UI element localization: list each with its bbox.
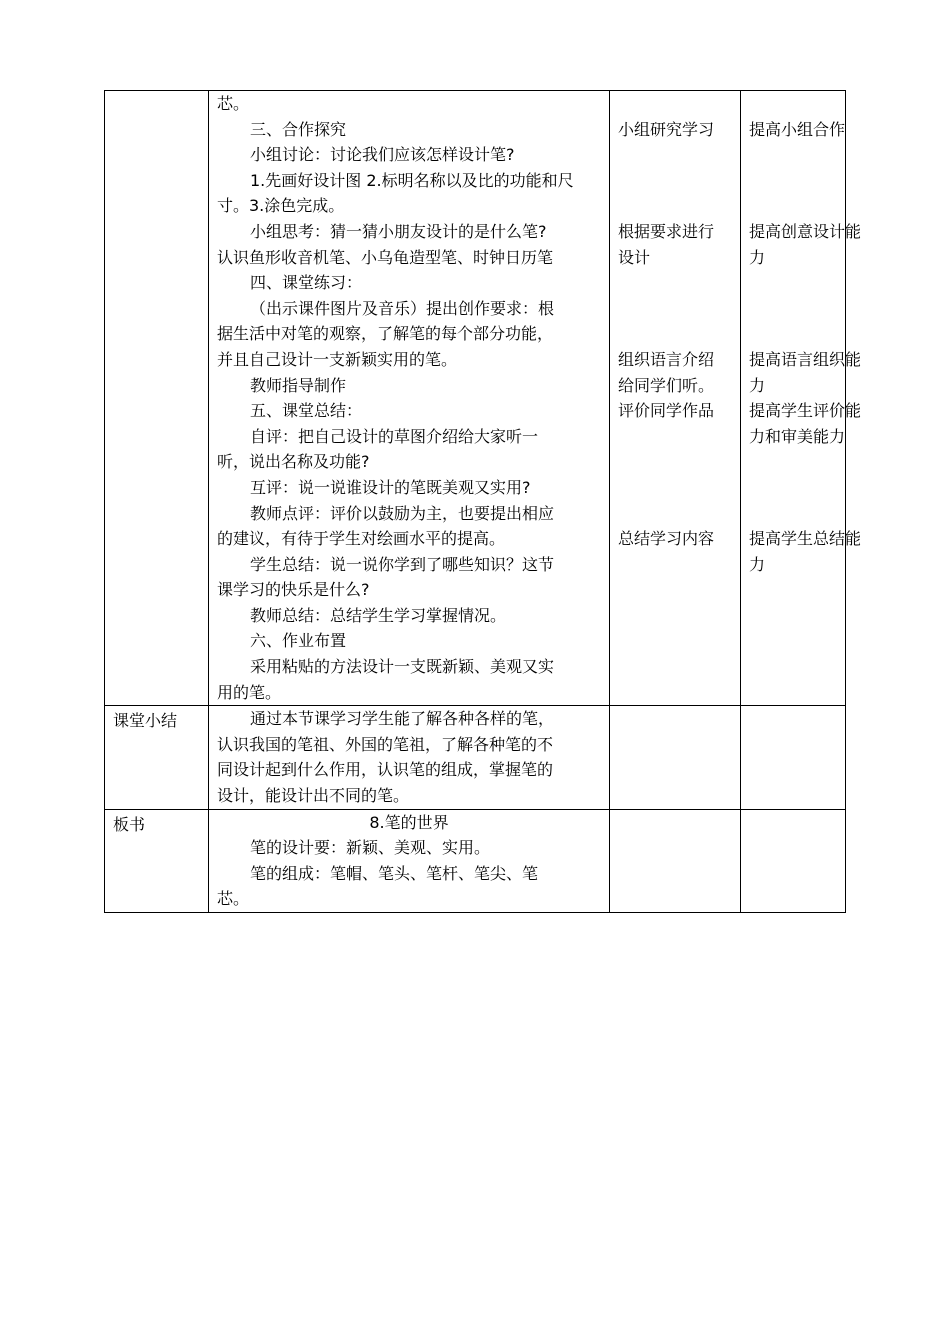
process-line: 教师点评：评价以鼓励为主，也要提出相应 <box>250 503 555 523</box>
process-line: 寸。3.涂色完成。 <box>217 196 345 216</box>
lesson-plan-table <box>104 90 862 913</box>
intent-creative-l1: 提高创意设计能 <box>749 221 862 241</box>
process-line: 六、作业布置 <box>250 631 347 651</box>
blackboard-row <box>105 809 846 912</box>
intent-language-l1: 提高语言组织能 <box>749 349 862 369</box>
activity-summary: 总结学习内容 <box>618 529 715 549</box>
blackboard-label: 板书 <box>105 809 209 912</box>
process-line: 据生活中对笔的观察，了解笔的每个部分功能， <box>217 324 554 344</box>
intent-summary-l2: 力 <box>749 554 766 574</box>
activity-present-l2: 给同学们听。 <box>618 375 715 395</box>
process-line: 小组思考：猜一猜小朋友设计的是什么笔? <box>250 221 547 241</box>
process-line: 用的笔。 <box>217 682 282 702</box>
process-line: 认识鱼形收音机笔、小乌龟造型笔、时钟日历笔 <box>217 247 554 267</box>
process-line: 四、课堂练习： <box>250 273 363 293</box>
class-summary-text <box>209 706 610 809</box>
summary-line-2: 认识我国的笔祖、外国的笔祖，了解各种笔的不 <box>217 734 554 754</box>
student-activity-cell <box>610 91 741 706</box>
process-line: 教师总结：总结学生学习掌握情况。 <box>250 605 507 625</box>
summary-line-3: 同设计起到什么作用，认识笔的组成，掌握笔的 <box>217 760 554 780</box>
blackboard-content <box>209 809 610 912</box>
row-label-cell-empty <box>105 91 209 706</box>
blackboard-empty-cell <box>610 809 741 912</box>
blackboard-parts-line-end: 芯。 <box>217 889 250 909</box>
teaching-process-cell <box>209 91 610 706</box>
process-line: （出示课件图片及音乐）提出创作要求：根 <box>250 298 555 318</box>
class-summary-empty-cell-2 <box>741 706 846 809</box>
process-line: 自评：把自己设计的草图介绍给大家听一 <box>250 426 539 446</box>
class-summary-empty-cell <box>610 706 741 809</box>
class-summary-row <box>105 706 846 809</box>
intent-teamwork: 提高小组合作 <box>749 119 846 139</box>
blackboard-title: 8.笔的世界 <box>369 812 449 832</box>
process-line: 五、课堂总结： <box>250 401 363 421</box>
design-intent-cell <box>741 91 862 706</box>
activity-present-l1: 组织语言介绍 <box>618 349 715 369</box>
process-line: 学生总结：说一说你学到了哪些知识？这节 <box>250 554 555 574</box>
blackboard-empty-cell-2 <box>741 809 846 912</box>
activity-design-l2: 设计 <box>618 247 651 267</box>
process-line: 听，说出名称及功能? <box>217 452 370 472</box>
intent-creative-l2: 力 <box>749 247 766 267</box>
summary-line-1: 通过本节课学习学生能了解各种各样的笔， <box>250 709 555 729</box>
activity-design-l1: 根据要求进行 <box>618 221 715 241</box>
intent-summary-l1: 提高学生总结能 <box>749 529 862 549</box>
process-line: 的建议，有待于学生对绘画水平的提高。 <box>217 529 506 549</box>
process-line: 1.先画好设计图 2.标明名称以及比的功能和尺 <box>250 170 574 190</box>
blackboard-parts-line: 笔的组成：笔帽、笔头、笔杆、笔尖、笔 <box>250 863 539 883</box>
blackboard-design-line: 笔的设计要：新颖、美观、实用。 <box>250 838 491 858</box>
intent-evaluate-l2: 力和审美能力 <box>749 426 846 446</box>
intent-language-l2: 力 <box>749 375 766 395</box>
activity-present-l3: 评价同学作品 <box>618 401 715 421</box>
process-line: 小组讨论：讨论我们应该怎样设计笔? <box>250 145 515 165</box>
summary-line-4: 设计，能设计出不同的笔。 <box>217 786 410 806</box>
process-line: 课学习的快乐是什么? <box>217 580 370 600</box>
process-line: 芯。 <box>217 94 250 113</box>
process-line: 教师指导制作 <box>250 375 347 395</box>
process-line: 并且自己设计一支新颖实用的笔。 <box>217 349 458 369</box>
process-line: 三、合作探究 <box>250 119 347 139</box>
process-line: 采用粘贴的方法设计一支既新颖、美观又实 <box>250 657 555 677</box>
intent-evaluate-l1: 提高学生评价能 <box>749 401 862 421</box>
process-line: 互评：说一说谁设计的笔既美观又实用? <box>250 477 531 497</box>
class-summary-label: 课堂小结 <box>105 706 209 809</box>
teaching-process-row <box>105 91 846 706</box>
activity-group-study: 小组研究学习 <box>618 119 715 139</box>
